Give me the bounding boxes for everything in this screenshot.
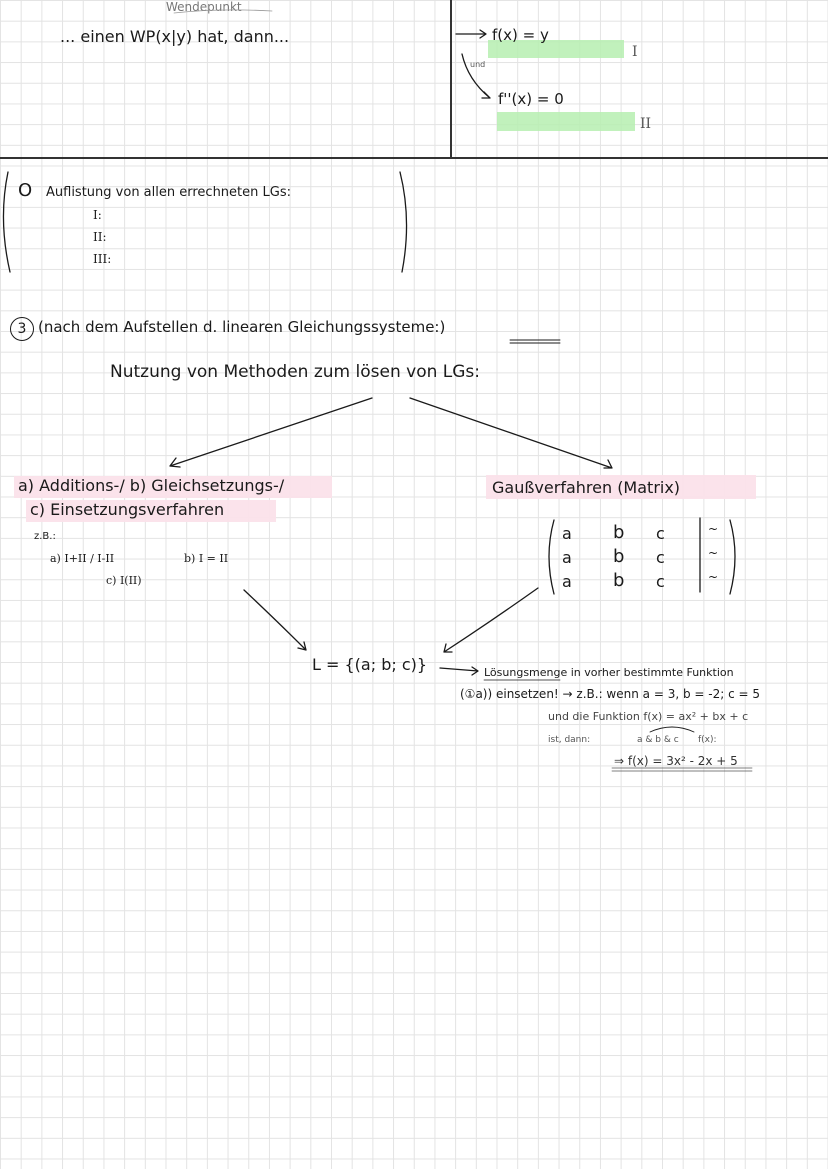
explanation-line-4-post: f(x): — [698, 735, 717, 745]
matrix-cell: c — [656, 548, 665, 567]
wendepunkt-label: Wendepunkt — [166, 0, 242, 14]
example-c: c) I(II) — [106, 574, 142, 587]
matrix-cell: c — [656, 572, 665, 591]
arrow-f-text: f(x) = y — [492, 26, 549, 44]
explanation-line-2: (①a)) einsetzen! → z.B.: wenn a = 3, b = -2; c = 5 — [460, 687, 760, 701]
right-method-title: Gaußverfahren (Matrix) — [492, 478, 681, 497]
label-I: I — [632, 44, 638, 60]
solution-set: L = {(a; b; c)} — [312, 655, 428, 674]
matrix-cell: a — [562, 548, 572, 567]
methods-heading: (nach dem Aufstellen d. linearen Gleichungssysteme:) — [38, 318, 446, 336]
matrix-cell: ~ — [708, 546, 719, 560]
lgs-section-title: Auflistung von allen errechneten LGs: — [46, 185, 291, 200]
example-b: b) I = II — [184, 552, 229, 565]
label-II: II — [640, 116, 652, 132]
zb-label: z.B.: — [34, 531, 56, 542]
left-method-title-2: c) Einsetzungsverfahren — [30, 500, 225, 519]
explanation-line-3: und die Funktion f(x) = ax² + bx + c — [548, 710, 749, 723]
result-equation: ⇒ f(x) = 3x² - 2x + 5 — [614, 754, 738, 768]
matrix-cell: a — [562, 572, 572, 591]
matrix-cell: c — [656, 524, 665, 543]
matrix-cell: ~ — [708, 570, 719, 584]
left-method-title-1: a) Additions-/ b) Gleichsetzungs-/ — [18, 476, 285, 495]
explanation-line-4-pre: ist, dann: — [548, 735, 591, 745]
condition-text: ... einen WP(x|y) hat, dann... — [60, 27, 290, 46]
explanation-line-4-mid: a & b & c — [637, 735, 679, 745]
matrix-cell: b — [613, 522, 625, 543]
matrix-cell: b — [613, 570, 625, 591]
matrix-cell: b — [613, 546, 625, 567]
matrix-cell: a — [562, 524, 572, 543]
methods-section-number: 3 — [10, 317, 34, 341]
und-label: und — [470, 60, 486, 69]
lgs-item: I: — [93, 208, 102, 222]
matrix-cell: ~ — [708, 522, 719, 536]
explanation-line-1: Lösungsmenge in vorher bestimmte Funktion — [484, 666, 734, 679]
lgs-item: II: — [93, 230, 107, 244]
example-a: a) I+II / I-II — [50, 552, 115, 565]
lgs-section-number: O — [18, 180, 33, 201]
methods-subheading: Nutzung von Methoden zum lösen von LGs: — [110, 362, 481, 382]
lgs-item: III: — [93, 252, 112, 266]
arrow-f2-text: f''(x) = 0 — [498, 90, 564, 108]
